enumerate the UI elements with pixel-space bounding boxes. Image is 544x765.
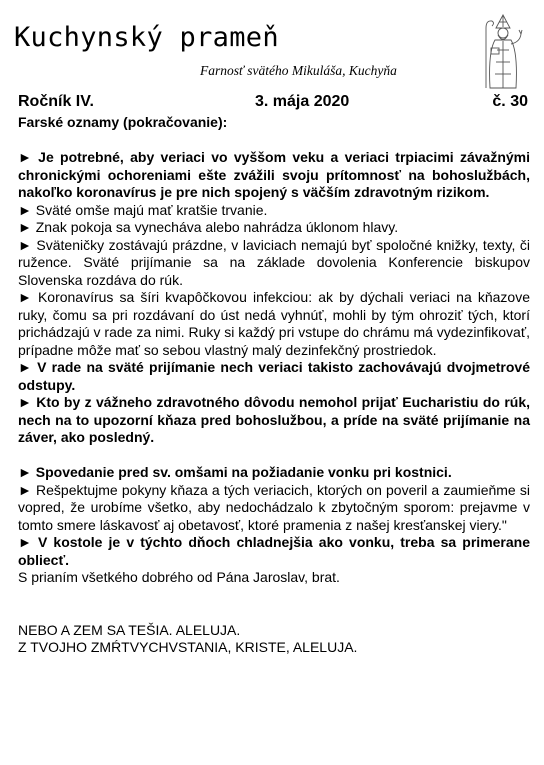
announcement-item: ► Sväté omše majú mať kratšie trvanie. xyxy=(18,201,268,218)
parish-name: Farnosť svätého Mikuláša, Kuchyňa xyxy=(200,63,397,78)
issue-info xyxy=(18,93,528,113)
spacer xyxy=(18,604,530,622)
announcement-item: ► Spovedanie pred sv. omšami na požiadanie vonku pri kostnici. xyxy=(18,464,452,480)
announcement-item: ► Rešpektujme pokyny kňaza a tých veriacich, ktorých on poveril a zaumieňme si vopred, že urobíme všetko, aby nedochádzalo k zbytočným sporom: prejavme v tomto smere láskavosť aj obetavosť, ktoré pramenia z našej kresťanskej viery." xyxy=(18,481,530,533)
announcement-item: ► V kostole je v týchto dňoch chladnejšia ako vonku, treba sa primerane obliecť. xyxy=(18,534,530,568)
announcement-item: ► Je potrebné, aby veriaci vo vyššom veku a veriaci trpiacimi závažnými chronickými ochoreniami ešte zvážili svoju prítomnosť na bohoslužbách, nakoľko koronavírus je pre nich spojený s väčším zdravotným rizikom. xyxy=(18,149,530,200)
masthead xyxy=(14,22,484,58)
issue-date: 3. mája 2020 xyxy=(255,93,350,110)
announcement-item: ► Koronavírus sa šíri kvapôčkovou infekciou: ak by dýchali veriaci na kňazove ruky, čomu sa pri rozdávaní do úst nedá vyhnúť, mohli by tým ohroziť tých, ktorí prichádzajú v rade za nimi. Ruky si každý pri vstupe do chrámu má vydezinfikovať, prípadne môže mať so sebou vlastný malý dezinfekčný prostriedok. xyxy=(18,289,530,358)
spacer xyxy=(18,132,530,150)
section-title: Farské oznamy (pokračovanie): xyxy=(18,114,228,130)
spacer xyxy=(18,447,530,465)
spacer xyxy=(18,587,530,605)
issue-volume: Ročník IV. xyxy=(18,93,94,110)
issue-number: č. 30 xyxy=(492,93,528,110)
announcement-item: ► Sväteničky zostávajú prázdne, v laviciach nemajú byť spoločné knižky, texty, či ružence. Sväté prijímanie sa na základe dovolenia Konferencie biskupov Slovenska rozdáva do rúk. xyxy=(18,236,530,288)
announcements xyxy=(18,114,530,657)
announcement-item: ► Kto by z vážneho zdravotného dôvodu nemohol prijať Eucharistiu do rúk, nech na to upozorní kňaza pred bohoslužbou, a príde na sväté prijímanie na záver, ako posledný. xyxy=(18,394,530,445)
saint-nicholas-icon xyxy=(478,10,528,90)
closing-line: NEBO A ZEM SA TEŠIA. ALELUJA. xyxy=(18,621,241,638)
announcement-item: ► Znak pokoja sa vynecháva alebo nahrádza úklonom hlavy. xyxy=(18,219,399,235)
signature-line: S prianím všetkého dobrého od Pána Jaroslav, brat. xyxy=(18,569,340,585)
newsletter-title: Kuchynský prameň xyxy=(14,22,279,53)
closing-line: Z TVOJHO ZMŔTVYCHVSTANIA, KRISTE, ALELUJA. xyxy=(18,639,358,655)
announcement-item: ► V rade na sväté prijímanie nech veriaci takisto zachovávajú dvojmetrové odstupy. xyxy=(18,359,530,393)
